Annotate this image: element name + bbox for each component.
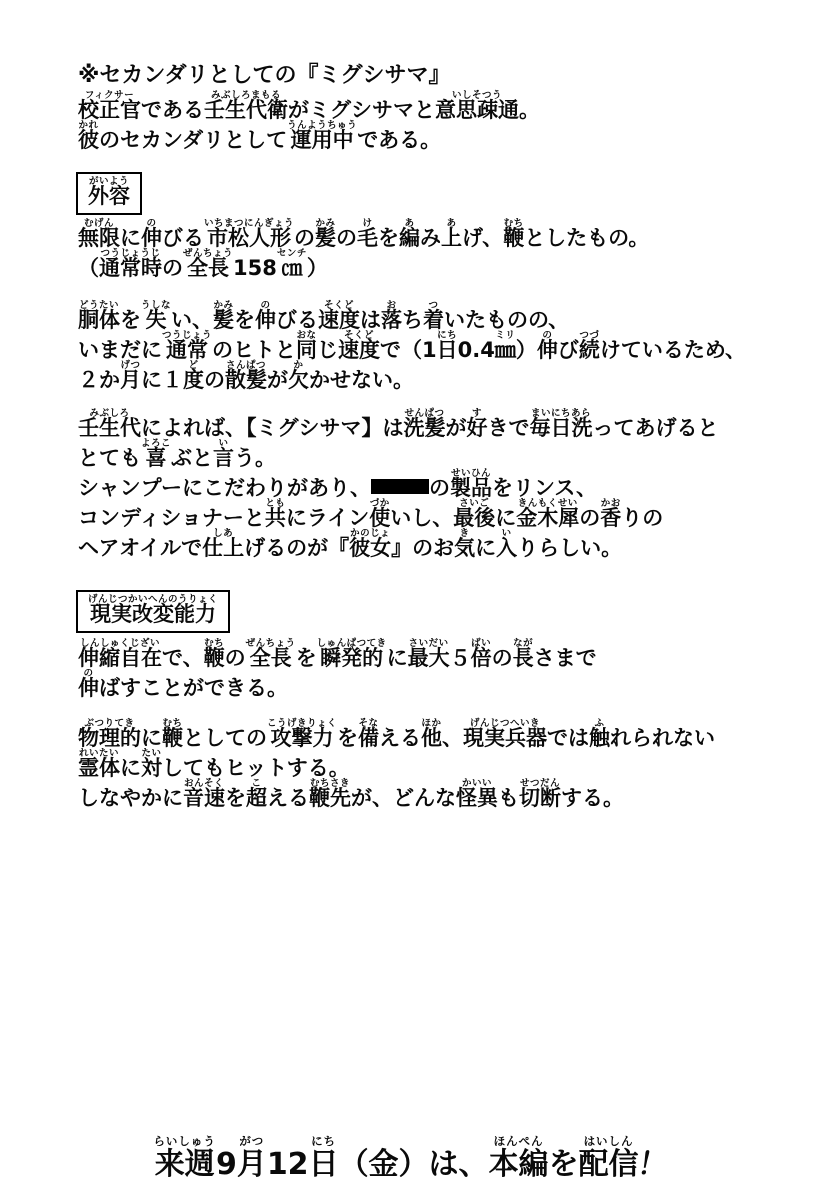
ruby-segment: しあ 仕上: [202, 528, 245, 560]
text-segment: 、: [442, 726, 464, 750]
ruby-segment: ど 度: [183, 360, 204, 392]
ruby-segment: つうじょう 通常: [162, 330, 213, 362]
text-segment: のヒトと: [212, 338, 297, 362]
ruby-segment: にち 日: [308, 1134, 339, 1182]
text-segment: （: [78, 256, 99, 280]
paragraph-appearance-2: [78, 300, 746, 390]
text-segment: をリンス、: [491, 476, 597, 500]
text-segment: いし、: [390, 506, 454, 530]
ruby-segment: なが 長: [512, 638, 534, 670]
text-line: [78, 778, 715, 808]
ruby-segment: ばい 倍: [470, 638, 492, 670]
ruby-segment: かれ 彼: [78, 120, 99, 152]
ruby-segment: ふ 触: [589, 718, 611, 750]
text-segment: けているため、: [599, 338, 747, 362]
text-segment: 12: [266, 1147, 309, 1182]
ruby-segment: がつ 月: [236, 1134, 267, 1182]
text-line: [78, 668, 597, 698]
text-segment: である: [141, 98, 204, 122]
text-segment: ２か: [78, 368, 120, 392]
text-segment: 0.4: [457, 338, 495, 362]
ruby-segment: むちさき 鞭先: [309, 778, 351, 810]
text-segment: に: [495, 506, 517, 530]
text-segment: げるのが『: [244, 536, 350, 560]
text-segment: に: [141, 726, 162, 750]
text-segment: ばすことができる。: [99, 676, 288, 700]
ruby-segment: いしそつう 意思疎通: [435, 90, 519, 122]
text-segment: が、どんな: [351, 786, 456, 810]
ruby-segment: うしな 失: [141, 300, 172, 332]
text-segment: いまだに: [78, 338, 162, 362]
text-line: [78, 218, 649, 248]
ruby-segment: の 伸: [78, 668, 99, 700]
ruby-segment: せつだん 切断: [519, 778, 561, 810]
text-segment: を: [234, 308, 256, 332]
ruby-segment: す 好: [466, 408, 488, 440]
text-segment: ！: [634, 1147, 671, 1182]
text-segment: を: [295, 646, 317, 670]
text-segment: は: [360, 308, 382, 332]
ruby-segment: むち 鞭: [203, 638, 225, 670]
text-segment: で、: [162, 646, 204, 670]
paragraph-ability-2: [78, 718, 715, 808]
ruby-segment: ミリ ㎜: [494, 330, 516, 362]
section-header-appearance: [76, 172, 142, 215]
text-segment: に: [120, 756, 141, 780]
ruby-segment: つ 着: [423, 300, 445, 332]
ruby-segment: そな 備: [358, 718, 380, 750]
text-line: [78, 248, 649, 278]
text-segment: 9: [215, 1147, 237, 1182]
text-segment: ぶと: [171, 446, 214, 470]
text-segment: さまで: [533, 646, 597, 670]
text-segment: コンディショナーと: [78, 506, 265, 530]
text-line: [78, 300, 746, 330]
ruby-segment: お 落: [381, 300, 403, 332]
text-segment: によれば、【ミグシサマ】は: [141, 416, 404, 440]
text-segment: してもヒットする。: [162, 756, 350, 780]
text-segment: ってあげると: [592, 416, 719, 440]
ruby-segment: そくど 速度: [318, 300, 361, 332]
text-segment: びる: [276, 308, 319, 332]
section-header-label: [88, 176, 130, 208]
ruby-segment: さんぱつ 散髪: [225, 360, 267, 392]
ruby-segment: こ 超: [246, 778, 267, 810]
ruby-segment: き 気: [454, 528, 476, 560]
text-segment: う。: [234, 446, 277, 470]
paragraph-appearance-1: [78, 218, 649, 278]
section-header-reality-alteration: [76, 590, 230, 633]
ruby-segment: まいにちあら 毎日洗: [529, 408, 593, 440]
text-segment: する。: [561, 786, 624, 810]
ruby-segment: とも 共: [264, 498, 286, 530]
ruby-segment: センチ ㎝: [276, 248, 307, 280]
ruby-segment: け 毛: [357, 218, 379, 250]
text-segment: を: [337, 726, 359, 750]
ruby-segment: しゅんぱつてき 瞬発的: [316, 638, 387, 670]
ruby-segment: あ 編: [399, 218, 421, 250]
ruby-segment: ぜんちょう 全長: [183, 248, 234, 280]
text-segment: シャンプーにこだわりがあり、: [78, 476, 371, 500]
text-segment: 。: [519, 98, 540, 122]
ruby-segment: の 伸: [536, 330, 558, 362]
text-segment: とても: [78, 446, 141, 470]
paragraph-ability-1: [78, 638, 597, 698]
ruby-segment: げつ 月: [120, 360, 141, 392]
ruby-segment: フィクサー 校正官: [78, 90, 141, 122]
text-line: [78, 718, 715, 748]
ruby-segment: むち 鞭: [503, 218, 525, 250]
text-segment: としたもの。: [524, 226, 650, 250]
text-line: [78, 360, 746, 390]
text-segment: の: [162, 256, 183, 280]
redacted-box-fill: [371, 479, 429, 494]
paragraph-appearance-3: [78, 408, 719, 558]
text-segment: 158: [233, 256, 277, 280]
text-line: [78, 528, 719, 558]
text-segment: としての: [183, 726, 267, 750]
ruby-segment: せいひん 製品: [449, 468, 492, 500]
text-segment: にライン: [285, 506, 370, 530]
text-segment: が: [267, 368, 288, 392]
text-segment: の: [294, 226, 316, 250]
ruby-segment: づか 使: [369, 498, 391, 530]
text-line: [78, 498, 719, 528]
ruby-segment: れいたい 霊体: [78, 748, 120, 780]
text-segment: じ: [317, 338, 339, 362]
ruby-segment: どうたい 胴体: [78, 300, 120, 332]
text-segment: りらしい。: [517, 536, 623, 560]
text-segment: ５: [449, 646, 471, 670]
ruby-segment: あ 上: [441, 218, 463, 250]
text-segment: に１: [141, 368, 183, 392]
text-segment: える: [267, 786, 309, 810]
ruby-segment: よろこ 喜: [141, 438, 172, 470]
intro-line: [78, 90, 540, 120]
text-segment: える: [379, 726, 422, 750]
ruby-segment: せんぱつ 洗髪: [403, 408, 446, 440]
text-segment: のセカンダリとして: [99, 128, 288, 152]
text-segment: かせない。: [309, 368, 414, 392]
text-segment: で（1: [380, 338, 437, 362]
text-segment: きで: [487, 416, 530, 440]
text-segment: ヘアオイルで: [78, 536, 203, 560]
ruby-segment: はいしん 配信: [578, 1134, 639, 1182]
text-segment: を: [120, 308, 141, 332]
text-segment: に: [386, 646, 408, 670]
ruby-segment: そくど 速度: [338, 330, 381, 362]
ruby-segment: ほか 他: [421, 718, 443, 750]
ruby-segment: みぶしろ 壬生代: [78, 408, 141, 440]
ruby-segment: にち 日: [436, 330, 458, 362]
text-segment: び: [557, 338, 579, 362]
ruby-segment: いちまつにんぎょう 市松人形: [204, 218, 295, 250]
text-segment: い、: [171, 308, 214, 332]
ruby-segment: かいい 怪異: [456, 778, 498, 810]
text-segment: りの: [621, 506, 664, 530]
ruby-segment: むち 鞭: [162, 718, 183, 750]
ruby-segment: ぜんちょう 全長: [245, 638, 296, 670]
ruby-segment: かみ 髪: [315, 218, 337, 250]
text-segment: み: [420, 226, 442, 250]
ruby-segment: かのじょ 彼女: [349, 528, 392, 560]
ruby-segment: げんじつへいき 現実兵器: [463, 718, 548, 750]
text-segment: しなやかに: [78, 786, 183, 810]
text-segment: を: [548, 1147, 579, 1182]
text-segment: れられない: [610, 726, 716, 750]
text-segment: を: [225, 786, 246, 810]
text-line: [78, 408, 719, 438]
text-segment: ち: [402, 308, 424, 332]
intro-title: ※セカンダリとしての『ミグシサマ』: [78, 63, 451, 88]
ruby-segment: さいだい 最大: [407, 638, 450, 670]
text-segment: の: [579, 506, 601, 530]
text-segment: を: [378, 226, 400, 250]
redacted-box: [371, 468, 429, 498]
text-segment: げ、: [462, 226, 504, 250]
section-header-label: [88, 594, 218, 626]
text-segment: 』のお: [391, 536, 455, 560]
ruby-segment: かみ 髪: [213, 300, 235, 332]
ruby-segment: い 言: [213, 438, 235, 470]
ruby-segment: ほんぺん 本編: [488, 1134, 549, 1182]
ruby-segment: か 欠: [288, 360, 309, 392]
text-segment: いたものの、: [444, 308, 570, 332]
ruby-segment: むげん 無限: [78, 218, 120, 250]
ruby-segment: おな 同: [296, 330, 318, 362]
text-segment: ）: [515, 338, 537, 362]
ruby-segment: しんしゅくじざい 伸縮自在: [78, 638, 162, 670]
text-line: [78, 638, 597, 668]
text-line: [78, 468, 719, 498]
text-segment: （金）は、: [338, 1147, 489, 1182]
ruby-segment: い 入: [496, 528, 518, 560]
footer-announcement: [0, 1134, 822, 1182]
text-segment: の: [336, 226, 358, 250]
ruby-segment: ぶつりてき 物理的: [78, 718, 141, 750]
ruby-segment: げんじつかいへんのうりょく 現実改変能力: [88, 594, 219, 626]
text-segment: の: [428, 476, 450, 500]
ruby-segment: みぶしろまもる 壬生代衛: [204, 90, 288, 122]
ruby-segment: さいご 最後: [453, 498, 496, 530]
intro-line: [78, 120, 441, 150]
ruby-segment: の 伸: [141, 218, 162, 250]
text-line: [78, 330, 746, 360]
ruby-segment: こうげきりょく 攻撃力: [267, 718, 338, 750]
text-segment: である。: [357, 128, 442, 152]
text-segment: の: [491, 646, 513, 670]
text-line: [78, 748, 715, 778]
text-segment: も: [498, 786, 519, 810]
text-line: [78, 438, 719, 468]
ruby-segment: の 伸: [255, 300, 277, 332]
ruby-segment: がいよう 外容: [88, 176, 130, 208]
ruby-segment: うんようちゅう 運用中: [287, 120, 358, 152]
ruby-segment: かお 香: [600, 498, 622, 530]
ruby-segment: つうじょうじ 通常時: [99, 248, 162, 280]
ruby-segment: らいしゅう 来週: [153, 1134, 216, 1182]
text-segment: の: [224, 646, 246, 670]
text-segment: に: [475, 536, 497, 560]
ruby-segment: おんそく 音速: [183, 778, 225, 810]
text-segment: の: [204, 368, 225, 392]
text-segment: では: [547, 726, 590, 750]
text-segment: に: [120, 226, 141, 250]
text-segment: が: [445, 416, 467, 440]
text-segment: ）: [306, 256, 328, 280]
text-segment: びる: [162, 226, 204, 250]
text-segment: がミグシサマと: [288, 98, 435, 122]
ruby-segment: きんもくせい 金木犀: [516, 498, 580, 530]
ruby-segment: たい 対: [141, 748, 162, 780]
ruby-segment: つづ 続: [578, 330, 600, 362]
footer-announcement-line: [153, 1134, 671, 1182]
